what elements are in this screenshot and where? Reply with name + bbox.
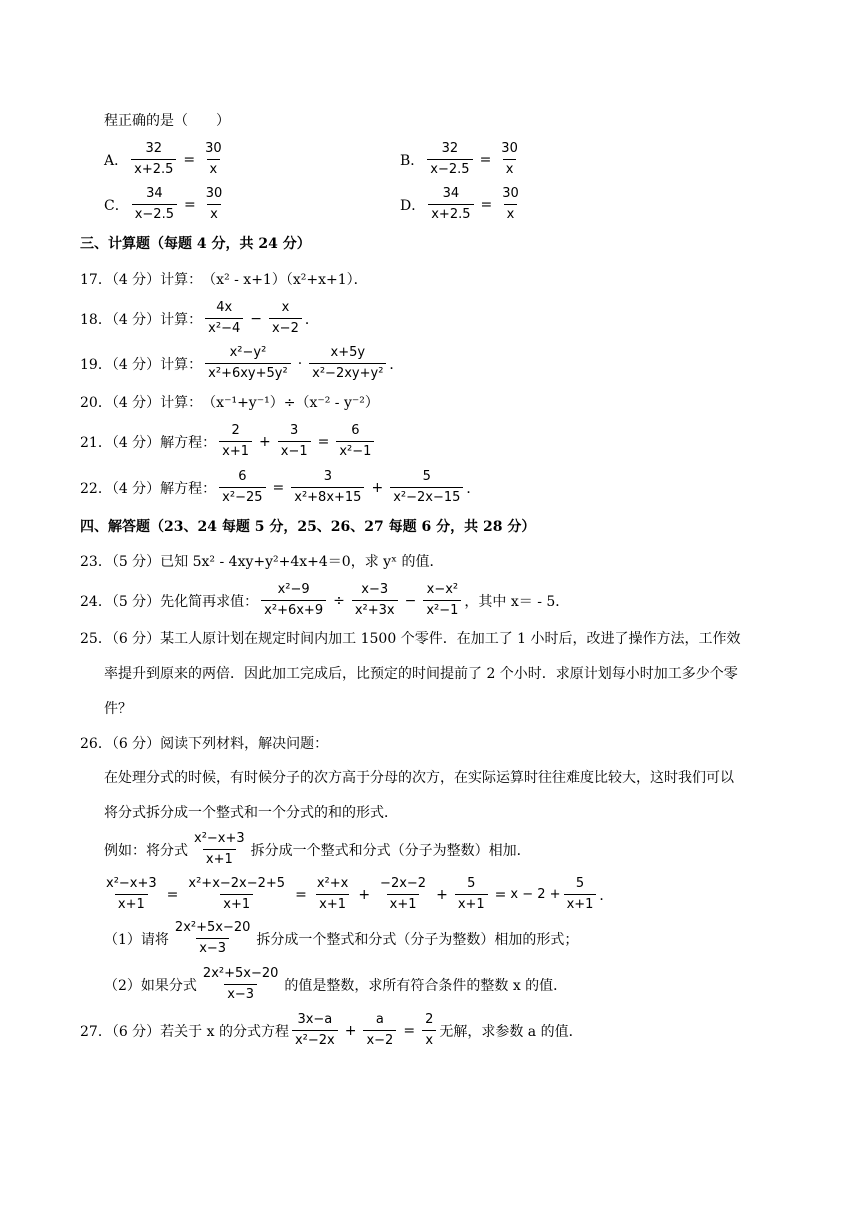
- q16-option-b: B． $\frac{32}{x-2.5}$ = $\frac{30}{x}$: [400, 141, 518, 177]
- section-3-heading: 三、计算题（每题 4 分，共 24 分）: [80, 236, 311, 252]
- question-18: 18．（4 分）计算： $\frac{4x}{\text{x²−4}}$ − $\frac{x}{x-2}$ ．: [80, 300, 319, 336]
- question-26-sub-1: （1）请将 $\frac{\text{2x²+5x−20}}{x-3}$ 拆分成一个整式和分式（分子为整数）相加的形式；: [104, 920, 579, 956]
- question-25-line-1: 25．（6 分）某工人原计划在规定时间内加工 1500 个零件．在加工了 1 小时后，改进了操作方法，工作效: [80, 631, 741, 647]
- question-26-example: 例如：将分式 $\frac{\text{x²−x+3}}{x+1}$ 拆分成一个整式和分式（分子为整数）相加．: [104, 831, 531, 867]
- question-22: 22．（4 分）解方程： $\frac{6}{\text{x²−25}}$ = $\frac{3}{\text{x²+8x+15}}$ + $\frac{5}{\text{x²−2x−15}}$ ．: [80, 469, 481, 505]
- question-24: 24．（5 分）先化简再求值： $\frac{\text{x²−9}}{\text{x²+6x+9}}$ ÷ $\frac{x-3}{\text{x²+3x}}$ − $\frac{\text{x−x²}}{\text{x²−1}}$ ，其中 x＝ - 5．: [80, 582, 570, 618]
- question-23: 23．（5 分）已知 5x² - 4xy+y²+4x+4＝0，求 yˣ 的值．: [80, 554, 444, 570]
- section-4-heading: 四、解答题（23、24 每题 5 分，25、26、27 每题 6 分，共 28 分）: [80, 519, 536, 535]
- q16-option-a: A． $\frac{32}{x+2.5}$ = $\frac{30}{x}$: [104, 141, 222, 177]
- question-25-line-3: 件？: [104, 701, 132, 717]
- question-21: 21．（4 分）解方程： $\frac{2}{x+1}$ + $\frac{3}{x-1}$ = $\frac{6}{\text{x²−1}}$: [80, 423, 377, 460]
- q16-option-c: C． $\frac{34}{x-2.5}$ = $\frac{30}{x}$: [104, 186, 223, 222]
- question-26-sub-2: （2）如果分式 $\frac{\text{2x²+5x−20}}{x-3}$ 的值是整数，求所有符合条件的整数 x 的值．: [104, 966, 568, 1002]
- question-26-title: 26．（6 分）阅读下列材料，解决问题：: [80, 736, 329, 752]
- question-26-para-2: 将分式拆分成一个整式和一个分式的和的形式．: [104, 805, 398, 821]
- question-20: 20．（4 分）计算： （x⁻¹+y⁻¹）÷（x⁻² - y⁻²）: [80, 395, 379, 411]
- q16-option-d: D． $\frac{34}{x+2.5}$ = $\frac{30}{x}$: [400, 186, 519, 222]
- question-17: 17．（4 分）计算： （x² - x+1）（x²+x+1）．: [80, 272, 368, 288]
- question-26-para-1: 在处理分式的时候，有时候分子的次方高于分母的次方，在实际运算时往往难度比较大，这时我们可以: [104, 770, 734, 786]
- question-27: 27．（6 分）若关于 x 的分式方程 $\frac{3x-a}{\text{x²−2x}}$ + $\frac{a}{x-2}$ = $\frac{2}{x}$ 无解，求参数 a 的值．: [80, 1012, 583, 1048]
- question-19: 19．（4 分）计算： $\frac{\text{x²−y²}}{\text{x²+6xy+5y²}}$ · $\frac{x+5y}{\text{x²−2xy+y²}}$ ．: [80, 345, 404, 381]
- question-26-example-equation: $\frac{\text{x²−x+3}}{x+1}$ = $\frac{\text{x²+x−2x−2+5}}{x+1}$ = $\frac{\text{x²+x}}{x+1}$ + $\frac{-2x-2}{x+1}$ + $\frac{5}{x+1}$ = x − 2 + $\frac{5}{x+1}$ ．: [106, 876, 614, 912]
- q16-stem-tail: 程正确的是（ ）: [104, 113, 230, 129]
- question-25-line-2: 率提升到原来的两倍．因此加工完成后，比预定的时间提前了 2 个小时．求原计划每小时加工多少个零: [104, 666, 738, 682]
